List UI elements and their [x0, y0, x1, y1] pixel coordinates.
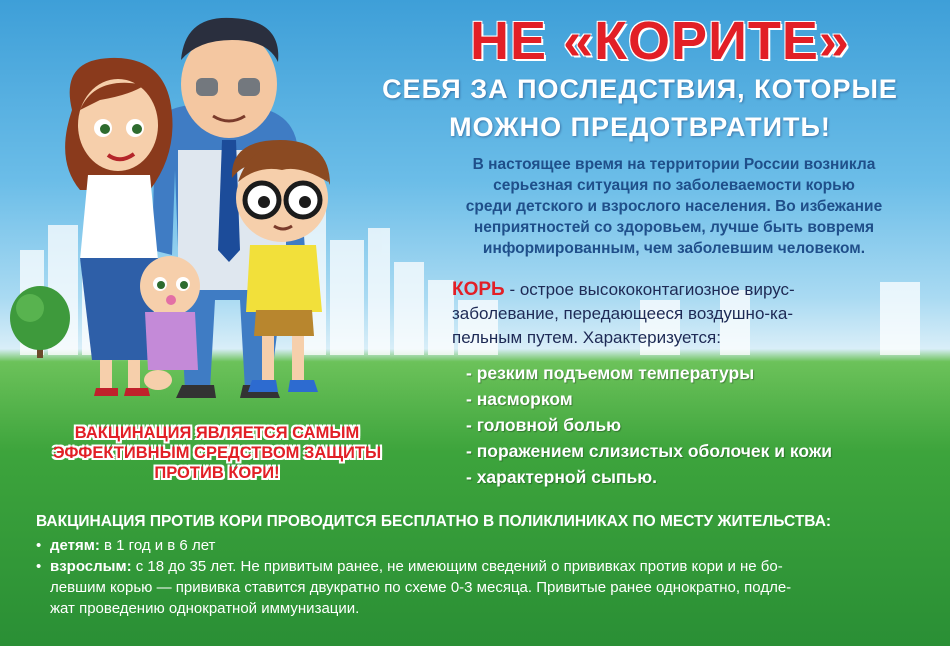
adults-label: взрослым: — [50, 558, 132, 575]
intro-line: информированным, чем заболевшим человеком. — [482, 240, 866, 257]
intro-line: В настоящее время на территории России возникла — [472, 156, 876, 173]
adults-schedule — [36, 556, 936, 619]
children-schedule — [36, 535, 936, 556]
callout-line: ВАКЦИНАЦИЯ ЯВЛЯЕТСЯ САМЫМ — [74, 424, 360, 442]
intro-line: неприятностей со здоровьем, лучше быть вовремя — [473, 219, 875, 236]
symptom-item: - головной болью — [466, 415, 622, 435]
adults-text-line-2: левшим корью — прививка ставится двукратно по схеме 0-3 месяца. Привитые ранее однократно, подле- — [50, 579, 792, 596]
poster-title: НЕ «КОРИТЕ» — [470, 11, 850, 71]
baby-figure — [140, 256, 200, 390]
symptom-item: - характерной сыпью. — [466, 467, 658, 487]
vaccination-heading-free: БЕСПЛАТНО — [380, 513, 479, 530]
vaccination-heading — [36, 511, 936, 532]
measles-definition — [452, 278, 932, 350]
measles-definition-line-3: пельным путем. Характеризуется: — [452, 328, 721, 347]
measles-definition-line-1: - острое высококонтагиозное вирус- — [504, 280, 795, 299]
poster-subtitle-line-1: СЕБЯ ЗА ПОСЛЕДСТВИЯ, КОТОРЫЕ — [382, 74, 898, 104]
vaccination-callout — [8, 423, 426, 483]
adults-text-line-1: с 18 до 35 лет. Не привитым ранее, не имеющим сведений о прививках против кори и не бо- — [131, 558, 783, 575]
measles-term: КОРЬ — [452, 279, 505, 300]
children-text: в 1 год и в 6 лет — [99, 537, 216, 554]
symptom-item: - резким подъемом температуры — [466, 363, 755, 383]
vaccination-heading-start: ВАКЦИНАЦИЯ ПРОТИВ КОРИ ПРОВОДИТСЯ — [36, 513, 381, 530]
intro-line: серьезная ситуация по заболеваемости корью — [493, 177, 855, 194]
symptom-item: - поражением слизистых оболочек и кожи — [466, 441, 833, 461]
family-illustration-icon — [0, 0, 430, 420]
measles-definition-line-2: заболевание, передающееся воздушно-ка- — [452, 304, 793, 323]
intro-line: среди детского и взрослого населения. Во избежание — [465, 198, 883, 215]
poster-subtitle-line-2: МОЖНО ПРЕДОТВРАТИТЬ! — [449, 112, 831, 142]
callout-line: ПРОТИВ КОРИ! — [154, 464, 280, 482]
vaccination-heading-end: В ПОЛИКЛИНИКАХ ПО МЕСТУ ЖИТЕЛЬСТВА: — [478, 513, 832, 530]
callout-line: ЭФФЕКТИВНЫМ СРЕДСТВОМ ЗАЩИТЫ — [52, 444, 382, 462]
symptoms-list — [466, 360, 832, 490]
children-label: детям: — [50, 537, 100, 554]
vaccination-info — [36, 511, 936, 619]
adults-text-line-3: жат проведению однократной иммунизации. — [50, 600, 360, 617]
bullet-icon: • — [36, 558, 42, 575]
intro-paragraph — [412, 154, 936, 259]
bullet-icon: • — [36, 537, 42, 554]
symptom-item: - насморком — [466, 389, 573, 409]
